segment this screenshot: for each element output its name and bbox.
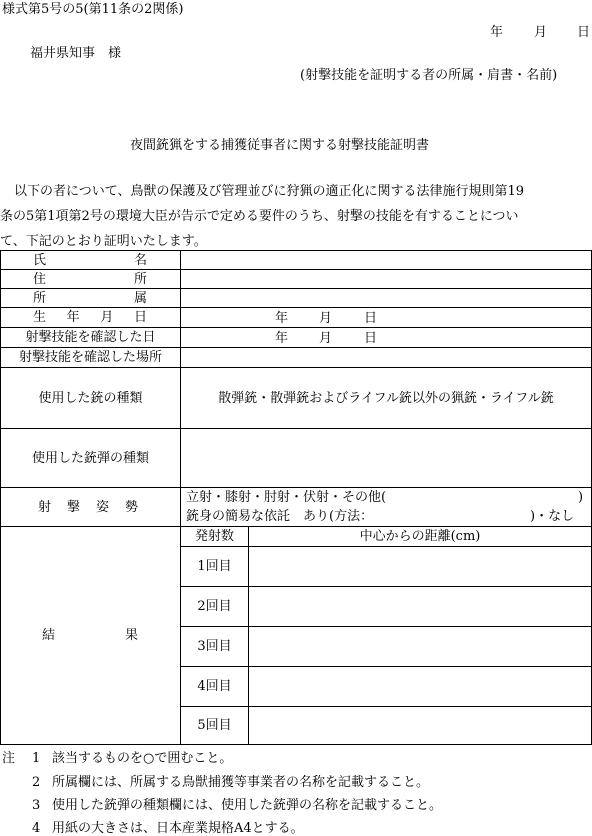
distance-field-5[interactable] [249, 707, 591, 744]
date-year-label: 年 [490, 25, 504, 40]
confirm-place-field[interactable] [181, 348, 591, 367]
note-number-2: 2 [32, 775, 41, 790]
results-label: 結 果 [42, 628, 138, 643]
intro-line-2: 条の5第1項第2号の環境大臣が告示で定める要件のうち、射撃の技能を有することについ [0, 209, 519, 224]
distance-field-2[interactable] [249, 587, 591, 626]
shot-label-5: 5回目 [197, 718, 232, 733]
intro-line-3: て、下記のとおり証明いたします。 [0, 234, 207, 249]
date-day-label: 日 [577, 25, 591, 40]
confirm-date-field[interactable] [181, 328, 591, 347]
rest-support-none[interactable]: )・なし [530, 509, 575, 524]
form-number: 様式第5号の5(第11条の2関係) [2, 2, 184, 17]
confirm-date-label: 射撃技能を確認した日 [25, 330, 156, 345]
certifier-note: (射撃技能を証明する者の所属・肩書・名前) [300, 68, 558, 83]
shot-label-4: 4回目 [197, 679, 232, 694]
birthdate-field[interactable] [181, 308, 591, 327]
notes-prefix: 注 [2, 751, 16, 766]
note-number-3: 3 [32, 798, 41, 813]
confirm-place-label: 射撃技能を確認した場所 [18, 350, 162, 365]
confirm-date-year: 年 [275, 331, 289, 346]
ammo-type-label: 使用した銃弾の種類 [31, 450, 149, 466]
birthdate-year: 年 [275, 311, 289, 326]
confirm-date-month: 月 [319, 331, 333, 346]
rest-support-options[interactable]: 銃身の簡易な依託 あり(方法： [186, 509, 374, 524]
table-border-bottom [0, 744, 592, 745]
confirm-date-day: 日 [364, 331, 378, 346]
note-text-1: 該当するものを○で囲むこと。 [52, 751, 233, 766]
birthdate-day: 日 [364, 311, 378, 326]
shot-label-1: 1回目 [197, 559, 232, 574]
note-text-3: 使用した銃弾の種類欄には、使用した銃弾の名称を記載すること。 [52, 798, 443, 813]
note-number-4: 4 [32, 821, 41, 836]
distance-field-1[interactable] [249, 547, 591, 586]
distance-header: 中心からの距離(cm) [359, 529, 481, 544]
affiliation-label: 所 属 [33, 290, 147, 306]
date-month-label: 月 [534, 25, 548, 40]
address-field[interactable] [181, 270, 591, 288]
gun-type-label: 使用した銃の種類 [38, 390, 143, 406]
address-label: 住 所 [33, 271, 147, 287]
distance-field-3[interactable] [249, 627, 591, 666]
note-text-2: 所属欄には、所属する鳥獣捕獲等事業者の名称を記載すること。 [52, 775, 430, 790]
posture-other-close: ) [578, 490, 584, 505]
posture-label: 射 撃 姿 勢 [38, 499, 138, 515]
shot-label-2: 2回目 [197, 599, 232, 614]
note-number-1: 1 [32, 751, 41, 766]
shots-header: 発射数 [194, 529, 234, 544]
intro-line-1: 以下の者について、鳥獣の保護及び管理並びに狩猟の適正化に関する法律施行規則第19 [14, 184, 525, 199]
table-border-left [0, 250, 1, 745]
distance-field-4[interactable] [249, 667, 591, 706]
name-field[interactable] [181, 251, 591, 269]
birthdate-month: 月 [319, 311, 333, 326]
affiliation-field[interactable] [181, 289, 591, 307]
posture-options[interactable]: 立射・膝射・肘射・伏射・その他( [186, 490, 387, 505]
birthdate-label: 生 年 月 日 [33, 310, 147, 325]
name-label: 氏 名 [33, 252, 147, 268]
ammo-type-field[interactable] [181, 429, 591, 487]
gun-type-options[interactable]: 散弾銃・散弾銃およびライフル銃以外の猟銃・ライフル銃 [218, 390, 554, 406]
note-text-4: 用紙の大きさは、日本産業規格A4とする。 [52, 821, 304, 836]
document-title: 夜間銃猟をする捕獲従事者に関する射撃技能証明書 [130, 138, 430, 153]
shot-label-3: 3回目 [197, 639, 232, 654]
addressee: 福井県知事 様 [30, 46, 122, 61]
